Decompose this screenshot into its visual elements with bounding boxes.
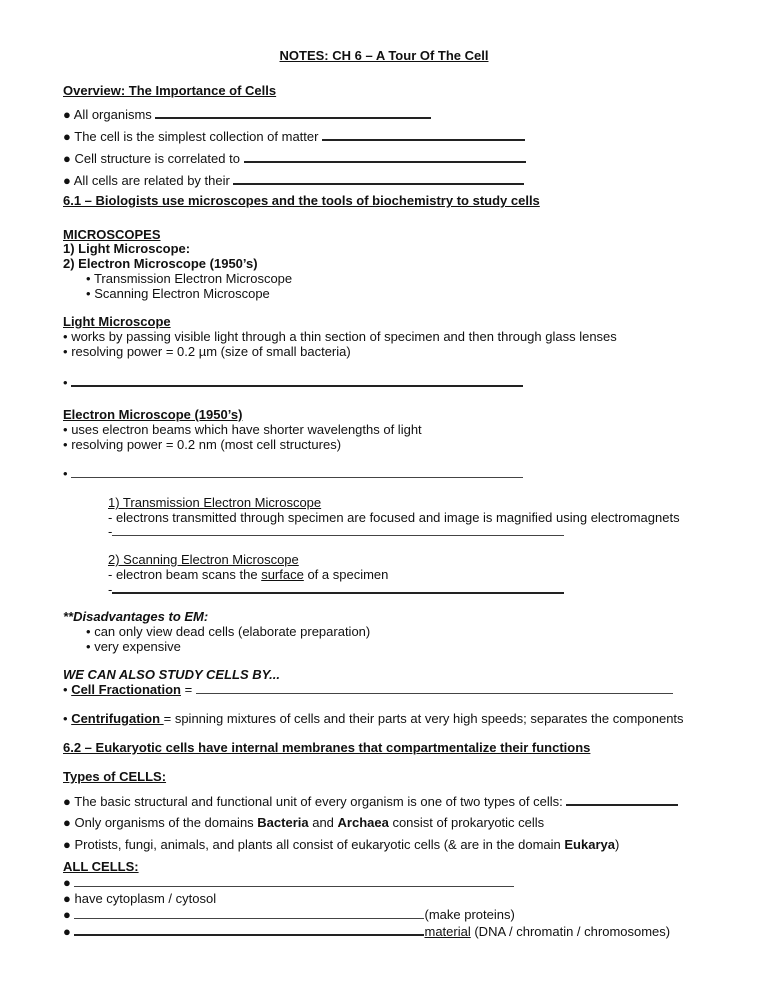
tem-heading: 1) Transmission Electron Microscope: [108, 495, 322, 510]
proteins-bullet: ● (make proteins): [63, 907, 515, 922]
blank-line[interactable]: [71, 374, 523, 387]
blank-line[interactable]: [196, 682, 673, 694]
overview-bullet-4: ● All cells are related by their: [63, 172, 524, 188]
blank-line[interactable]: [74, 923, 424, 936]
em-type-sem: • Scanning Electron Microscope: [86, 286, 270, 301]
also-study-heading: WE CAN ALSO STUDY CELLS BY...: [63, 667, 280, 682]
blank-line[interactable]: [233, 172, 524, 185]
em-bullet-2: • resolving power = 0.2 nm (most cell structures): [63, 437, 342, 452]
section-6-1-heading: 6.1 – Biologists use microscopes and the tools of biochemistry to study cells: [63, 193, 540, 208]
sem-blank: -: [108, 581, 564, 597]
disadv-1: • can only view dead cells (elaborate preparation): [86, 624, 371, 639]
blank-line[interactable]: [155, 106, 431, 119]
sem-line: - electron beam scans the surface of a specimen: [108, 567, 389, 582]
bullet-icon: ●: [63, 924, 71, 939]
blank-line[interactable]: [71, 466, 523, 478]
blank-line[interactable]: [112, 581, 564, 594]
bullet-icon: ●: [63, 794, 71, 809]
overview-bullet-2: ● The cell is the simplest collection of matter: [63, 128, 525, 144]
protists-bullet: ● Protists, fungi, animals, and plants all consist of eukaryotic cells (& are in the domain Eukarya): [63, 837, 620, 852]
sem-heading: 2) Scanning Electron Microscope: [108, 552, 299, 567]
blank-line[interactable]: [566, 793, 678, 806]
blank-line[interactable]: [74, 875, 514, 887]
centrifugation-item: • Centrifugation = spinning mixtures of cells and their parts at very high speeds; separates the components: [63, 711, 684, 726]
only-organisms-bullet: ● Only organisms of the domains Bacteria and Archaea consist of prokaryotic cells: [63, 815, 545, 830]
all-cells-blank-1: [63, 875, 514, 890]
cell-fractionation-item: • Cell Fractionation =: [63, 682, 673, 697]
em-bullet-1: • uses electron beams which have shorter wavelengths of light: [63, 422, 422, 437]
blank-line[interactable]: [322, 128, 525, 141]
bullet-icon: ●: [63, 107, 71, 122]
blank-line[interactable]: [112, 524, 564, 536]
all-cells-heading: ALL CELLS:: [63, 859, 139, 874]
bullet-icon: ●: [63, 875, 71, 890]
disadv-2: • very expensive: [86, 639, 181, 654]
genetic-material-bullet: ● material (DNA / chromatin / chromosomes): [63, 924, 671, 939]
em-heading: Electron Microscope (1950’s): [63, 407, 243, 422]
bullet-icon: ●: [63, 891, 71, 906]
light-bullet-1: • works by passing visible light through a thin section of specimen and then through glass lenses: [63, 329, 617, 344]
tem-blank: -: [108, 524, 564, 539]
overview-heading: Overview: The Importance of Cells: [63, 83, 277, 98]
blank-line[interactable]: [74, 907, 424, 919]
bullet-icon: ●: [63, 907, 71, 922]
tem-line: - electrons transmitted through specimen are focused and image is magnified using electromagnets: [108, 510, 680, 525]
microscopes-heading: MICROSCOPES: [63, 227, 161, 242]
bullet-icon: ●: [63, 815, 71, 830]
types-of-cells-heading: Types of CELLS:: [63, 769, 167, 784]
bullet-icon: ●: [63, 173, 71, 188]
light-blank-bullet: •: [63, 374, 523, 390]
section-6-2-heading: 6.2 – Eukaryotic cells have internal membranes that compartmentalize their functions: [63, 740, 591, 755]
bullet-icon: ●: [63, 129, 71, 144]
bullet-icon: ●: [63, 837, 71, 852]
basic-unit-bullet: ● The basic structural and functional unit of every organism is one of two types of cells:: [63, 793, 678, 809]
overview-bullet-3: ● Cell structure is correlated to: [63, 150, 526, 166]
blank-line[interactable]: [244, 150, 526, 163]
light-microscope-item: 1) Light Microscope:: [63, 241, 191, 256]
page-title: NOTES: CH 6 – A Tour Of The Cell: [279, 48, 489, 63]
bullet-icon: ●: [63, 151, 71, 166]
light-bullet-2: • resolving power = 0.2 µm (size of small bacteria): [63, 344, 351, 359]
overview-bullet-1: ● All organisms: [63, 106, 431, 122]
em-blank-bullet: •: [63, 466, 523, 481]
light-microscope-heading: Light Microscope: [63, 314, 171, 329]
electron-microscope-item: 2) Electron Microscope (1950’s): [63, 256, 258, 271]
cytoplasm-bullet: ● have cytoplasm / cytosol: [63, 891, 217, 906]
disadvantages-heading: **Disadvantages to EM:: [63, 609, 209, 624]
em-type-tem: • Transmission Electron Microscope: [86, 271, 293, 286]
